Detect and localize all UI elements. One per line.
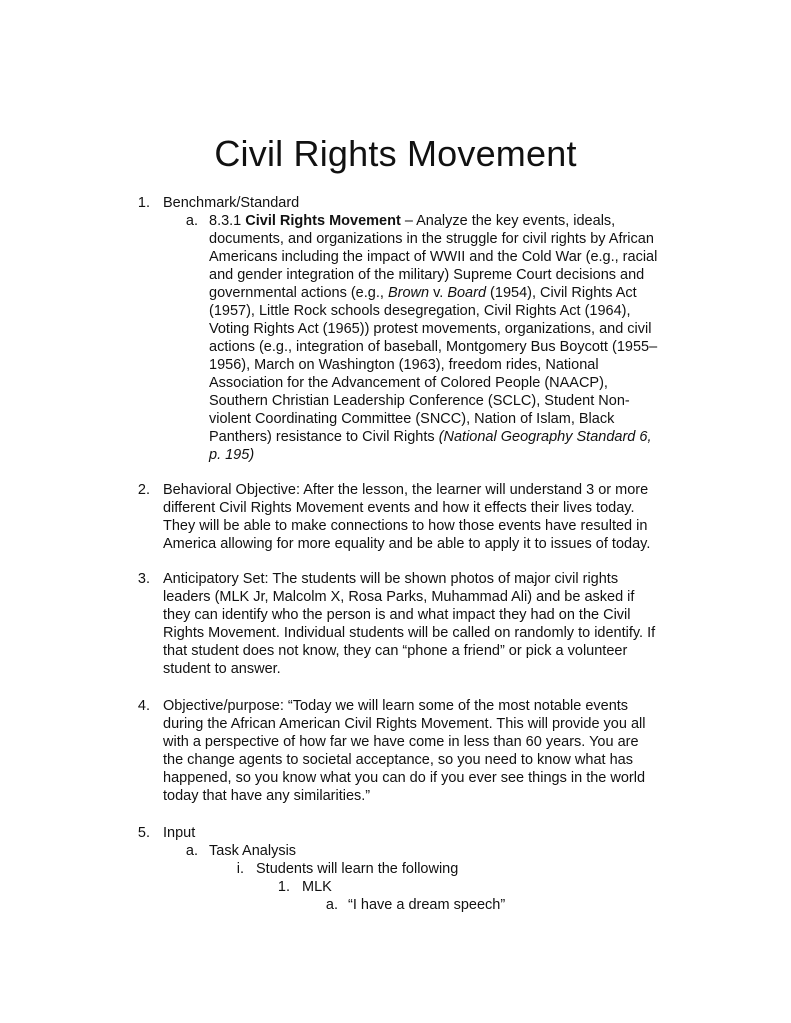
dream-speech-item: “I have a dream speech” [348, 897, 506, 913]
sub-marker-a: a. [185, 843, 198, 859]
standard-line-text: Panthers) resistance to Civil Rights [209, 429, 435, 445]
standard-citation-page-text: p. 195) [209, 447, 255, 463]
case-name-board: Board [447, 285, 487, 301]
item-number-2: 2. [137, 482, 150, 498]
standard-bold-title: Civil Rights Movement [245, 213, 401, 229]
standard-line-text: (1954), Civil Rights Act [490, 285, 637, 301]
sub-marker-a: a. [325, 897, 338, 913]
standard-line-with-case [209, 284, 637, 302]
standard-line: actions (e.g., integration of baseball, Montgomery Bus Boycott (1955– [209, 339, 658, 355]
standard-citation: (National Geography Standard 6, [438, 429, 652, 445]
item-number-5: 5. [137, 825, 150, 841]
section-2-line: America allowing for more equality and be able to apply it to issues of today. [163, 536, 651, 552]
section-4-line: during the African American Civil Rights Movement. This will provide you all [163, 716, 646, 732]
section-3-line: Anticipatory Set: The students will be shown photos of major civil rights [163, 571, 619, 587]
sub-marker-a: a. [185, 213, 198, 229]
item-number-3: 3. [137, 571, 150, 587]
case-name-brown: Brown [387, 285, 430, 301]
section-3-line: leaders (MLK Jr, Malcolm X, Rosa Parks, Muhammad Ali) and be asked if [163, 589, 635, 605]
students-learn-line: Students will learn the following [256, 861, 459, 877]
standard-line: Association for the Advancement of Colored People (NAACP), [209, 375, 608, 391]
section-4-line: the change agents to societal acceptance, so you need to know what has [163, 752, 633, 768]
section-2-line: They will be able to make connections to how those events have resulted in [163, 518, 648, 534]
standard-line: documents, and organizations in the struggle for civil rights by African [209, 231, 654, 247]
standard-line: Southern Christian Leadership Conference (SCLC), Student Non- [209, 393, 630, 409]
item-number-4: 4. [137, 698, 150, 714]
case-v: v. [433, 285, 444, 301]
section-3-line: Rights Movement. Individual students will be called on randomly to identify. If [163, 625, 656, 641]
standard-citation-page [209, 446, 254, 464]
section-1-heading: Benchmark/Standard [163, 195, 300, 211]
section-3-line: that student does not know, they can “phone a friend” or pick a volunteer [163, 643, 628, 659]
sub-number-1: 1. [277, 879, 290, 895]
task-analysis-label: Task Analysis [209, 843, 297, 859]
standard-line: Voting Rights Act (1965)) protest movements, organizations, and civil [209, 321, 652, 337]
standard-line: and gender integration of the military) Supreme Court decisions and [209, 267, 645, 283]
standard-first-line [209, 212, 615, 230]
standard-code: 8.3.1 [209, 213, 242, 229]
section-4-line: Objective/purpose: “Today we will learn some of the most notable events [163, 698, 629, 714]
standard-line: 1956), March on Washington (1963), freedom rides, National [209, 357, 599, 373]
standard-line: violent Coordinating Committee (SNCC), Nation of Islam, Black [209, 411, 615, 427]
section-3-line: student to answer. [163, 661, 281, 677]
section-2-line: different Civil Rights Movement events and how it effects their lives today. [163, 500, 635, 516]
section-4-line: happened, so you know what you can do if you ever see things in the world [163, 770, 646, 786]
section-2-line: Behavioral Objective: After the lesson, the learner will understand 3 or more [163, 482, 649, 498]
standard-line: – Analyze the key events, ideals, [404, 213, 616, 229]
item-number-1: 1. [137, 195, 150, 211]
roman-marker-i: i. [236, 861, 244, 877]
standard-line-with-citation [209, 428, 652, 446]
topic-mlk: MLK [302, 879, 332, 895]
standard-line: Americans including the impact of WWII and the Cold War (e.g., racial [209, 249, 658, 265]
section-3-line: they can identify who the person is and what impact they had on the Civil [163, 607, 631, 623]
section-4-line: today that have any similarities.” [163, 788, 371, 804]
standard-line: (1957), Little Rock schools desegregation, Civil Rights Act (1964), [209, 303, 631, 319]
standard-line-text: governmental actions (e.g., [209, 285, 384, 301]
page-title: Civil Rights Movement [214, 133, 577, 174]
section-5-heading: Input [163, 825, 196, 841]
section-4-line: with a perspective of how far we have come in less than 60 years. You are [163, 734, 639, 750]
